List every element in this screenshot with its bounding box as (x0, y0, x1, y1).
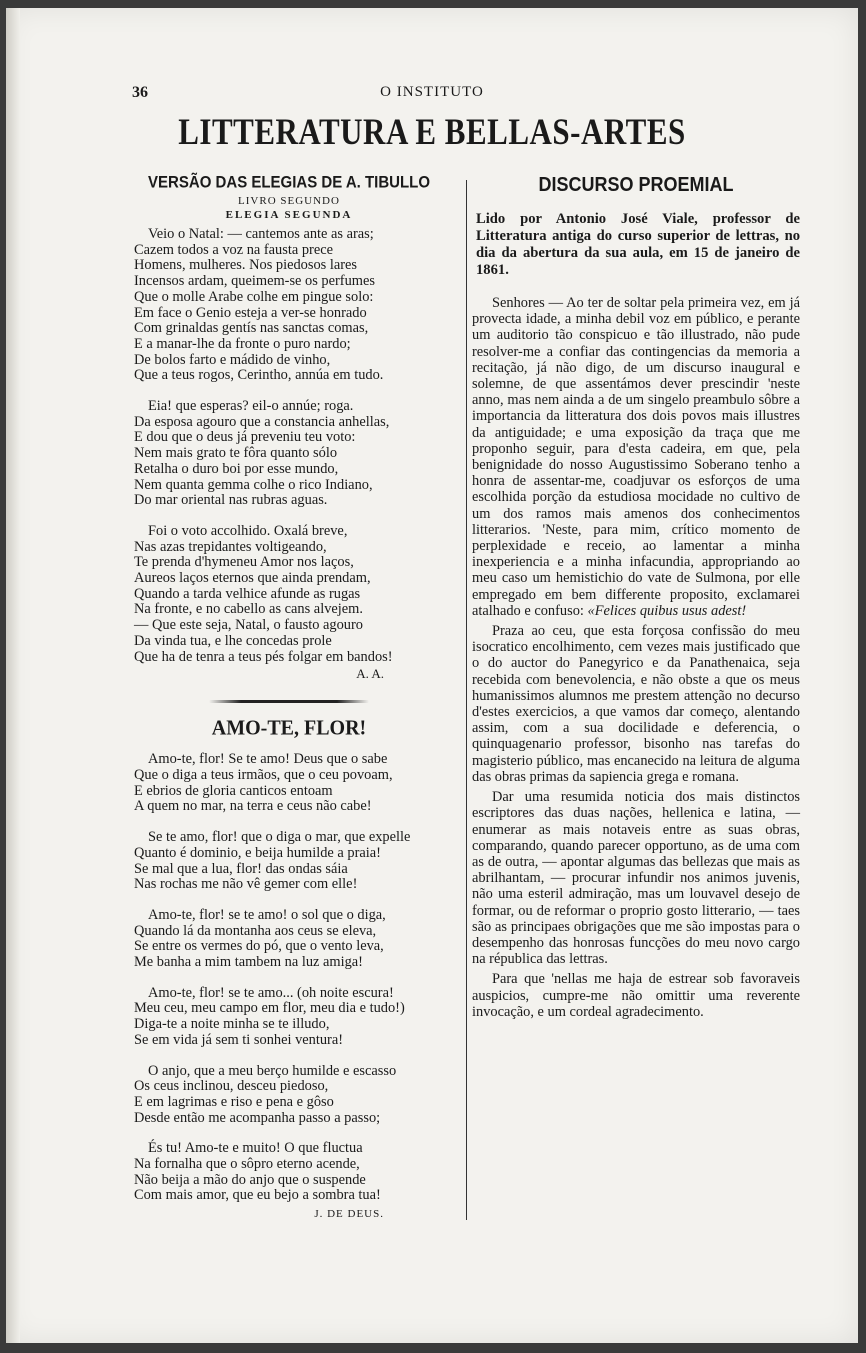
verse-line: Homens, mulheres. Nos piedosos lares (134, 257, 358, 274)
poem2-stanza-6 (134, 1141, 444, 1204)
page-number: 36 (132, 84, 148, 101)
latin-quote: «Felices quibus usus adest! (587, 602, 747, 619)
poem1-stanza-1 (134, 227, 444, 384)
verse-line: A quem no mar, na terra e ceus não cabe! (134, 798, 372, 815)
poem2-stanza-5 (134, 1064, 444, 1127)
poem2-stanza-2 (134, 830, 444, 893)
verse-line: Com mais amor, que eu bejo a sombra tua! (134, 1187, 381, 1204)
column-rule (466, 180, 467, 1220)
verse-line: — Que este seja, Natal, o fausto agouro (134, 617, 363, 634)
ornamental-divider (209, 700, 369, 703)
verse-line: Incensos ardam, queimem-se os perfumes (134, 273, 375, 290)
verse-line: Retalha o duro boi por esse mundo, (134, 460, 339, 477)
verse-line: Te prenda d'hymeneu Amor nos laços, (134, 554, 354, 571)
verse-line: E dou que o deus já preveniu teu voto: (134, 429, 356, 446)
verse-line: Veio o Natal: — cantemos ante as aras; (148, 226, 374, 242)
verse-line: Quando lá da montanha aos ceus se eleva, (134, 922, 377, 939)
verse-line: Nem quanta gemma colhe o rico Indiano, (134, 476, 373, 493)
verse-line: Que o molle Arabe colhe em pingue solo: (134, 288, 374, 305)
section-title: LITTERATURA E BELLAS-ARTES (178, 110, 686, 153)
verse-line: Me banha a mim tambem na luz amiga! (134, 954, 363, 971)
verse-line: Aureos laços eternos que ainda prendam, (134, 570, 371, 587)
verse-line: Foi o voto accolhido. Oxalá breve, (148, 522, 348, 539)
verse-line: Da vinda tua, e lhe concedas prole (134, 632, 332, 649)
verse-line: Se em vida já sem ti sonhei ventura! (134, 1031, 344, 1048)
poem2-stanza-1 (134, 752, 444, 815)
poem2-stanza-3 (134, 908, 444, 971)
verse-line: E ebrios de gloria canticos entoam (134, 782, 333, 799)
verse-line: Os ceus inclinou, desceu piedoso, (134, 1078, 329, 1095)
verse-line: És tu! Amo-te e muito! O que fluctua (148, 1140, 363, 1157)
poem2-stanza-4 (134, 986, 444, 1049)
verse-line: Da esposa agouro que a constancia anhellas, (134, 413, 390, 430)
verse-line: Meu ceu, meu campo em flor, meu dia e tudo!) (134, 1000, 405, 1017)
verse-line: Se entre os vermes do pó, que o vento leva, (134, 938, 384, 955)
verse-line: Amo-te, flor! se te amo! o sol que o diga, (148, 906, 386, 923)
discourse-paragraph: Dar uma resumida noticia dos mais distinctos escriptores das duas nações, hellenica e latina, — enumerar as mais notaveis entre as suas obras, comparando, quando parecer opportuno, as de uma com as de outra, — apontar algumas das bellezas que mais as abrilhantam, — procurar infundir nos animos juvenis, não uma esteril admiração, mas um louvavel desejo de formar, ou de reformar o proprio gosto litterario, — taes são as principaes obrigações que me são impostas para o desempenho das honrosas funcções do meu novo cargo na républica das lettras. (472, 789, 800, 968)
poem2-title: AMO-TE, FLOR! (211, 716, 367, 740)
verse-line: Que a teus rogos, Cerintho, annúa em tudo. (134, 367, 384, 384)
verse-line: Na fornalha que o sôpro eterno acende, (134, 1156, 360, 1173)
left-column (134, 174, 444, 1220)
verse-line: Com grinaldas gentís nas sanctas comas, (134, 320, 369, 337)
discourse-title: DISCURSO PROEMIAL (538, 172, 734, 196)
discourse-paragraph (472, 295, 800, 619)
verse-line: Diga-te a noite minha se te illudo, (134, 1016, 330, 1033)
right-column (472, 174, 800, 1024)
verse-line: De bolos farto e mádido de vinho, (134, 351, 331, 368)
verse-line: Amo-te, flor! Se te amo! Deus que o sabe (148, 751, 388, 768)
verse-line: O anjo, que a meu berço humilde e escasso (148, 1062, 397, 1079)
verse-line: Amo-te, flor! se te amo... (oh noite escura! (148, 984, 394, 1001)
verse-line: Se te amo, flor! que o diga o mar, que expelle (148, 829, 411, 846)
verse-line: Quando a tarda velhice afunde as rugas (134, 585, 361, 602)
poem2-signature: J. DE DEUS. (314, 1208, 384, 1221)
verse-line: E a manar-lhe da fronte o puro nardo; (134, 335, 351, 352)
poem1-subtitle2: ELEGIA SEGUNDA (225, 209, 353, 221)
verse-line: Que ha de tenra a teus pés folgar em bandos! (134, 648, 393, 665)
page-binding (6, 8, 20, 1343)
verse-line: Nem mais grato te fôra quanto sólo (134, 445, 338, 462)
verse-line: E em lagrimas e riso e pena e gôso (134, 1093, 334, 1110)
verse-line: Em face o Genio esteja a ver-se honrado (134, 304, 367, 321)
verse-line: Desde então me acompanha passo a passo; (134, 1109, 381, 1126)
verse-line: Que o diga a teus irmãos, que o ceu povoam, (134, 766, 393, 783)
verse-line: Se mal que a lua, flor! das ondas sáia (134, 860, 348, 877)
running-head: O INSTITUTO (380, 84, 484, 100)
verse-line: Do mar oriental nas rubras aguas. (134, 492, 328, 509)
poem1-signature: A. A. (356, 666, 384, 682)
verse-line: Eia! que esperas? eil-o annúe; roga. (148, 398, 354, 415)
newspaper-page (6, 8, 858, 1343)
poem1-subtitle: LIVRO SEGUNDO (238, 195, 340, 207)
poem1-title: VERSÃO DAS ELEGIAS DE A. TIBULLO (148, 173, 430, 192)
verse-line: Quanto é dominio, e beija humilde a praia! (134, 844, 381, 861)
poem1-stanza-3 (134, 524, 444, 665)
poem1-stanza-2 (134, 399, 444, 509)
verse-line: Cazem todos a voz na fausta prece (134, 241, 333, 258)
verse-line: Nas rochas me não vê gemer com elle! (134, 876, 358, 893)
discourse-lede: Lido por Antonio José Viale, professor de Litteratura antiga do curso superior de lettras, no dia da abertura da sua aula, em 15 de janeiro de 1861. (476, 211, 800, 278)
paragraph-text: Senhores — Ao ter de soltar pela primeira vez, em já provecta idade, a minha debil voz em público, e perante um auditorio tão conspicuo e tão illustrado, não pude resolver-me a confiar das contingencias da memoria a recitação, já não digo, de um discurso inaugural e solemne, de que assentámos dever prescindir 'neste anno, mas nem ainda a de um singelo preambulo sôbre a importancia da litteratura dos dois povos mais illustres da antiguidade; e uma exposição da traça que me proponho seguir, para d'esta cadeira, em que, pela benignidade do nosso Augustissimo Soberano tenho a honra de assentar-me, coadjuvar os esforços de uma escolhida porção da estudiosa mocidade no cultivo de um dos ramos mais amenos dos conhecimentos litterarios. 'Neste, para mim, crítico momento de perplexidade e receio, ao lamentar a minha inexperiencia e a minha infacundia, appropriando ao meu caso um hemistichio do vate de Sulmona, por elle empregado em bem differente proposito, exclamarei atalhado e confuso: (472, 295, 800, 619)
verse-line: Nas azas trepidantes voltigeando, (134, 538, 327, 555)
verse-line: Na fronte, e no cabello as cans alvejem. (134, 601, 363, 618)
verse-line: Não beija a mão do anjo que o suspende (134, 1171, 366, 1188)
discourse-paragraph: Para que 'nellas me haja de estrear sob favoraveis auspicios, cumpre-me não omittir uma reverente invocação, e um cordeal agradecimento. (472, 971, 800, 1020)
discourse-paragraph: Praza ao ceu, que esta forçosa confissão do meu isocratico encolhimento, cem vezes mais justificado que o do auctor do Panegyrico e da Panathenaica, seja recebida com benevolencia, e não obste a que os meus humanissimos alumnos me prestem attenção no decurso d'estes exercicios, a que vamos dar começo, alentando assim, com a sua docilidade e deferencia, o quinquagenario professor, bisonho nas tarefas do magisterio público, mas encanecido na leitura de alguma das obras primas da sapiencia grega e romana. (472, 623, 800, 785)
